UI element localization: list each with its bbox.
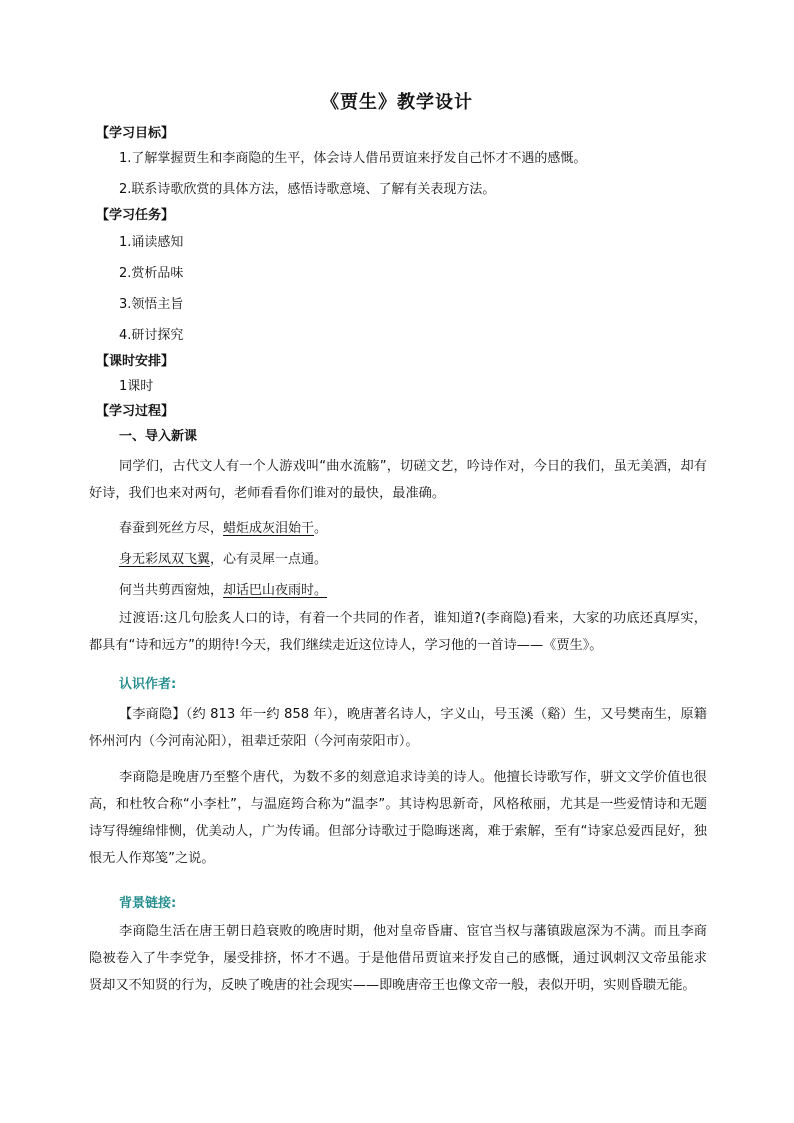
poem-line-2-underlined: 身无彩凤双飞翼 bbox=[119, 552, 211, 567]
schedule-text: 1课时 bbox=[119, 379, 154, 394]
goal-item: 1.了解掌握贾生和李商隐的生平，体会诗人借吊贾谊来抒发自己怀才不遇的感慨。 bbox=[119, 151, 587, 166]
poem-line-1-part-a: 春蚕到死丝方尽， bbox=[119, 521, 224, 536]
goal-item: 2.联系诗歌欣赏的具体方法，感悟诗歌意境、了解有关表现方法。 bbox=[119, 182, 496, 197]
task-item: 4.研讨探究 bbox=[119, 328, 184, 343]
author-heading: 认识作者: bbox=[119, 677, 177, 692]
task-item: 1.诵读感知 bbox=[119, 235, 184, 250]
poem-line-2 bbox=[119, 548, 327, 567]
poem-line-1-underlined: 蜡炬成灰泪始干 bbox=[223, 521, 315, 536]
poem-line-1 bbox=[119, 517, 327, 536]
author-bio-paragraph: 【李商隐】（约 813 年一约 858 年），晚唐著名诗人，字义山，号玉溪（谿）生，又号樊南生，原籍怀州河内（今河南沁阳），祖辈迁荥阳（今河南荥阳市）。 bbox=[89, 707, 707, 749]
poem-line-3-underlined: 却话巴山夜雨时。 bbox=[223, 583, 328, 598]
section-heading-goals: 【学习目标】 bbox=[96, 126, 175, 141]
page-title: 《贾生》教学设计 bbox=[321, 92, 473, 113]
section-heading-tasks: 【学习任务】 bbox=[96, 208, 175, 223]
section-heading-schedule: 【课时安排】 bbox=[96, 354, 175, 369]
subsection-title-intro: 一、导入新课 bbox=[119, 429, 198, 444]
section-heading-process: 【学习过程】 bbox=[96, 404, 175, 419]
intro-paragraph: 同学们，古代文人有一个人游戏叫“曲水流觞”，切磋文艺，吟诗作对，今日的我们，虽无美酒，却有好诗，我们也来对两句，老师看看你们谁对的最快，最准确。 bbox=[89, 459, 707, 501]
poem-line-3 bbox=[119, 579, 327, 598]
task-item: 2.赏析品味 bbox=[119, 266, 184, 281]
transition-paragraph: 过渡语:这几句脍炙人口的诗，有着一个共同的作者，谁知道?(李商隐)看来，大家的功底还真厚实，都具有“诗和远方”的期待!今天，我们继续走近这位诗人，学习他的一首诗——《贾生》。 bbox=[89, 611, 707, 653]
poem-line-1-part-c: 。 bbox=[314, 521, 328, 536]
task-item: 3.领悟主旨 bbox=[119, 297, 184, 312]
poem-line-2-part-b: ，心有灵犀一点通。 bbox=[210, 552, 328, 567]
background-paragraph: 李商隐生活在唐王朝日趋衰败的晚唐时期，他对皇帝昏庸、宦官当权与藩镇跋扈深为不满。而且李商隐被卷入了牛李党争，屡受排挤，怀才不遇。于是他借吊贾谊来抒发自己的感慨，通过讽刺汉文帝虽能求贤却又不知贤的行为，反映了晚唐的社会现实——即晚唐帝王也像文帝一般，表似开明，实则昏聩无能。 bbox=[89, 924, 707, 993]
background-heading: 背景链接: bbox=[119, 896, 177, 911]
poem-line-3-part-a: 何当共剪西窗烛， bbox=[119, 583, 224, 598]
author-description-paragraph: 李商隐是晚唐乃至整个唐代，为数不多的刻意追求诗美的诗人。他擅长诗歌写作，骈文文学价值也很高，和杜牧合称“小李杜”，与温庭筠合称为“温李”。其诗构思新奇，风格秾丽，尤其是一些爱情诗和无题诗写得缠绵悱恻，优美动人，广为传诵。但部分诗歌过于隐晦迷离，难于索解，至有“诗家总爱西昆好，独恨无人作郑笺”之说。 bbox=[89, 770, 707, 866]
